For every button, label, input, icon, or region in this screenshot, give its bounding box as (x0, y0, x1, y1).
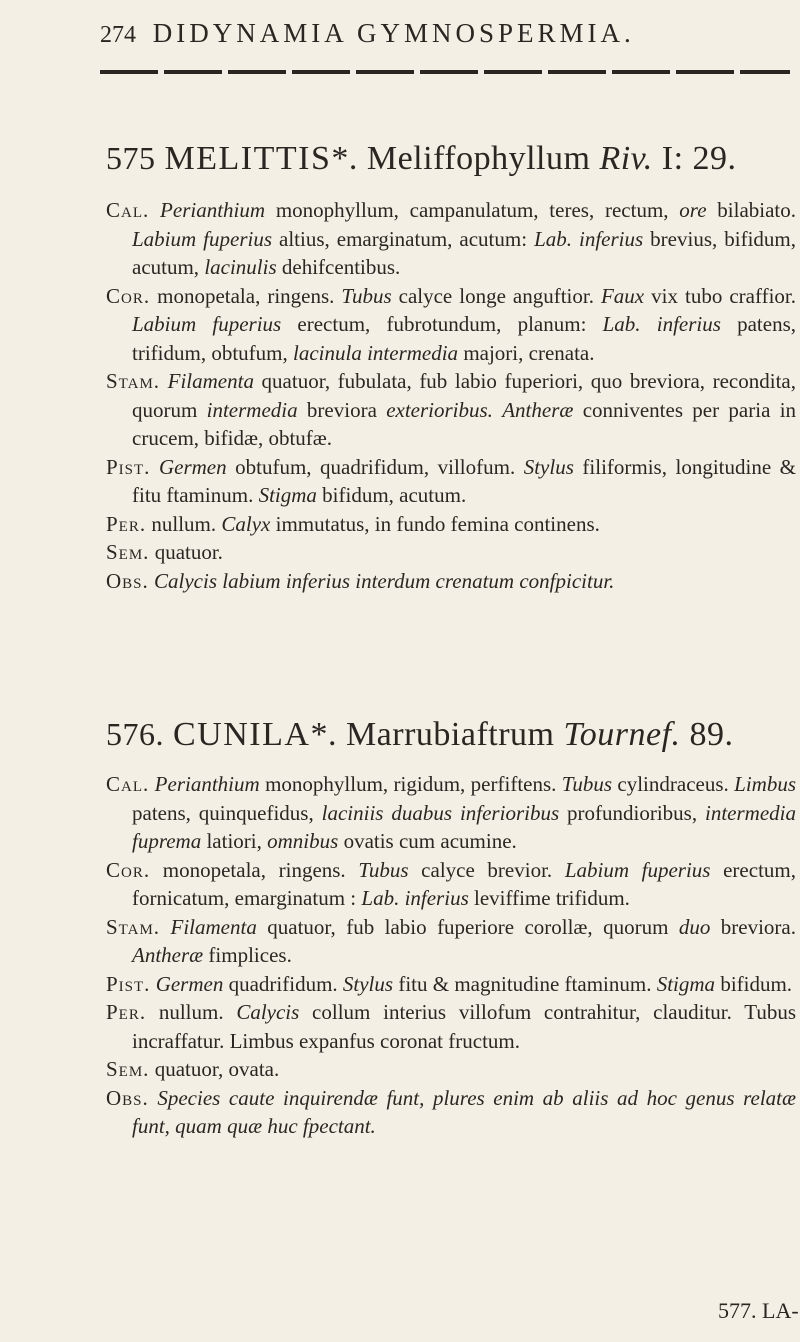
description-paragraph (106, 856, 796, 913)
italic-term: Calycis labium inferius interdum crenatum confpicitur. (154, 568, 615, 593)
italic-term: laciniis duabus inferioribus (321, 800, 560, 825)
italic-term: omnibus (267, 829, 339, 853)
section-label: Per. (106, 511, 147, 536)
reference-author: Tournef. (563, 716, 681, 753)
reference-author: Riv. (599, 140, 653, 177)
italic-term: Limbus (734, 772, 797, 796)
text-run: calyce brevior. (408, 857, 565, 882)
text-run (160, 369, 168, 393)
text-run: filiformis, longitudine & fitu ftaminum. (132, 454, 796, 507)
genus-name: MELITTIS (164, 140, 332, 177)
entry-number: 575 (106, 140, 156, 176)
text-run: leviffime trifidum. (468, 886, 630, 910)
italic-term: Perianthium (154, 772, 260, 796)
description-paragraph (106, 453, 796, 510)
section-label: Cor. (106, 283, 151, 308)
description-paragraph (106, 510, 796, 539)
text-run: collum interius villofum contrahitur, clauditur. Tubus incraffatur. Limbus expanfus coronat fructum. (132, 1000, 796, 1053)
italic-term: Filamenta (167, 369, 254, 393)
text-run: patens, trifidum, obtufum, (132, 312, 796, 365)
running-head (100, 18, 790, 58)
italic-term: Labium fuperius (132, 312, 282, 336)
text-run: fitu & magnitudine ftaminum. (393, 971, 657, 996)
section-label: Cal. (106, 772, 150, 796)
italic-term: lacinulis (204, 255, 277, 279)
text-run: monophyllum, campanulatum, teres, rectum, (265, 198, 680, 222)
entry-body-576 (106, 770, 796, 1141)
text-run (150, 455, 159, 479)
text-run: conniventes per paria in crucem, bifidæ, obtufæ. (132, 397, 797, 450)
italic-term: Perianthium (160, 198, 266, 222)
italic-term: Lab. inferius (602, 312, 721, 336)
section-label: Cor. (106, 857, 151, 882)
text-run: immutatus, in fundo femina continens. (270, 511, 600, 536)
text-run: bifidum. (715, 971, 793, 996)
text-run: erectum, fornicatum, emarginatum : (132, 857, 796, 910)
italic-term: Faux (600, 283, 645, 308)
header-rule (100, 70, 790, 74)
italic-term: intermedia (206, 397, 298, 422)
italic-term: Tubus (358, 857, 409, 882)
text-run: profundioribus, (559, 800, 706, 825)
reference-page: I: 29. (661, 140, 737, 177)
italic-term: Stylus (523, 454, 574, 479)
italic-term: Lab. inferius (534, 226, 644, 251)
italic-term: Species caute inquirendæ funt, plures enim ab aliis ad hoc genus relatæ funt, quam quæ huc fpectant. (132, 1085, 796, 1138)
description-paragraph (106, 998, 796, 1055)
italic-term: Stigma (656, 971, 716, 996)
description-paragraph (106, 567, 796, 596)
italic-term: Tubus (341, 283, 392, 308)
entry-title-575 (106, 140, 737, 178)
italic-term: Tubus (561, 772, 612, 796)
asterisk-mark: *. (331, 140, 358, 177)
description-paragraph (106, 282, 796, 368)
description-paragraph (106, 970, 796, 999)
italic-term: Calyx (221, 511, 271, 536)
page-number: 274 (100, 22, 136, 48)
description-paragraph (106, 913, 796, 970)
italic-term: Stylus (342, 971, 394, 996)
text-run: cylindraceus. (612, 772, 735, 796)
section-label: Obs. (106, 1085, 149, 1110)
description-paragraph (106, 1055, 796, 1084)
text-run: calyce longe anguftior. (391, 283, 601, 308)
text-run: nullum. (146, 1000, 237, 1024)
italic-term: Antheræ (502, 397, 574, 422)
asterisk-mark: *. (310, 716, 337, 753)
section-label: Stam. (106, 369, 161, 393)
text-run: bifidum, acutum. (316, 483, 467, 507)
catchword: 577. LA- (718, 1298, 799, 1323)
synonym-name: Meliffophyllum (366, 140, 591, 177)
italic-term: ore (679, 198, 707, 222)
synonym-name: Marrubiaftrum (345, 716, 555, 753)
section-label: Sem. (106, 540, 150, 564)
text-run: nullum. (146, 511, 222, 536)
entry-number: 576. (106, 716, 164, 752)
text-run: ovatis cum acumine. (338, 829, 517, 853)
text-run: brevius, bifidum, acutum, (132, 226, 797, 279)
text-run: quatuor. (149, 540, 223, 564)
italic-term: Germen (155, 971, 224, 996)
running-title: DIDYNAMIA GYMNOSPERMIA. (152, 18, 635, 48)
text-run: obtufum, quadrifidum, villofum. (226, 454, 524, 479)
reference-page: 89. (689, 716, 734, 753)
text-run: erectum, fubrotundum, planum: (281, 312, 603, 336)
text-run: monopetala, ringens. (150, 283, 342, 308)
description-paragraph (106, 538, 796, 567)
text-run: vix tubo craffior. (644, 283, 796, 308)
italic-term: Filamenta (170, 914, 257, 939)
section-label: Cal. (106, 198, 150, 222)
text-run: monophyllum, rigidum, perfiftens. (259, 772, 562, 796)
description-paragraph (106, 367, 796, 453)
text-run (493, 398, 502, 422)
italic-term: Labium fuperius (564, 857, 711, 882)
italic-term: Lab. inferius (361, 886, 469, 910)
text-run: dehifcentibus. (276, 255, 401, 279)
section-label: Sem. (106, 1057, 150, 1081)
italic-term: exterioribus. (386, 397, 493, 422)
text-run: quatuor, ovata. (149, 1057, 280, 1081)
text-run: breviora. (710, 914, 796, 939)
italic-term: Calycis (236, 1000, 300, 1024)
description-paragraph (106, 196, 796, 282)
section-label: Pist. (106, 454, 151, 479)
text-run: breviora (297, 397, 387, 422)
text-run: bilabiato. (706, 198, 797, 222)
section-label: Pist. (106, 971, 151, 996)
text-run: altius, emarginatum, acutum: (272, 226, 535, 251)
italic-term: duo (678, 914, 711, 939)
text-run (160, 915, 170, 939)
section-label: Per. (106, 1000, 147, 1024)
entry-body-575 (106, 196, 796, 595)
genus-name: CUNILA (173, 716, 311, 753)
text-run: fimplices. (203, 943, 292, 967)
text-run (149, 198, 160, 222)
text-run: monopetala, ringens. (150, 857, 359, 882)
text-run: patens, quinquefidus, (132, 800, 322, 825)
text-run: quadrifidum. (223, 971, 343, 996)
text-run: latiori, (201, 829, 268, 853)
italic-term: intermedia fuprema (132, 800, 796, 853)
text-run: quatuor, fub labio fuperiore corollæ, quorum (256, 914, 679, 939)
description-paragraph (106, 770, 796, 856)
text-run: majori, crenata. (458, 340, 595, 365)
italic-term: Labium fuperius (132, 226, 273, 251)
section-label: Obs. (106, 568, 149, 593)
italic-term: Antheræ (132, 943, 204, 967)
italic-term: lacinula intermedia (293, 340, 459, 365)
italic-term: Stigma (258, 483, 317, 507)
italic-term: Germen (158, 454, 227, 479)
section-label: Stam. (106, 914, 161, 939)
entry-title-576 (106, 716, 734, 754)
text-run: quatuor, fubulata, fub labio fuperiori, quo breviora, recondita, quorum (132, 369, 796, 422)
description-paragraph (106, 1084, 796, 1141)
